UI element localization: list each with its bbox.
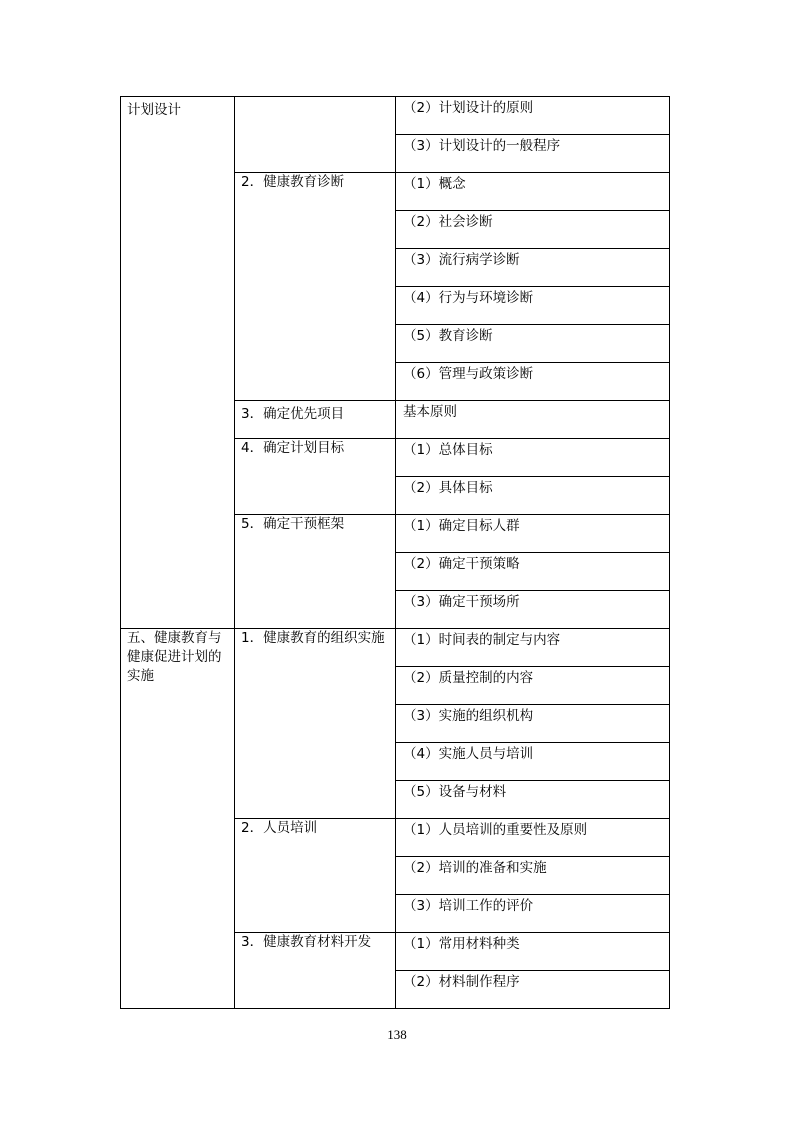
subsection-cell [235,401,396,439]
item-cell [396,895,670,933]
item-cell [396,667,670,705]
item-text: （4）实施人员与培训 [403,746,534,762]
item-text: 基本原则 [403,404,457,420]
section-title: 计划设计 [127,102,181,118]
item-cell [396,439,670,477]
item-text: （2）确定干预策略 [403,556,520,572]
item-cell [396,819,670,857]
page-number: 138 [387,1027,407,1042]
item-text: （3）培训工作的评价 [403,898,534,914]
item-text: （1）总体目标 [403,442,493,458]
item-text: （6）管理与政策诊断 [403,366,534,382]
item-text: （1）时间表的制定与内容 [403,632,561,648]
subsection-cell [235,439,396,515]
item-cell [396,971,670,1009]
table-row [121,629,670,667]
item-text: （1）概念 [403,176,466,192]
item-text: （3）实施的组织机构 [403,708,534,724]
item-cell [396,515,670,553]
section-title-cell [121,97,235,629]
item-text: （3）确定干预场所 [403,594,520,610]
item-cell [396,401,670,439]
item-text: （4）行为与环境诊断 [403,290,534,306]
subsection-title: 5．确定干预框架 [241,516,345,532]
subsection-title: 2．健康教育诊断 [241,174,345,190]
subsection-cell [235,173,396,401]
item-cell [396,629,670,667]
section-title-cell [121,629,235,1009]
item-text: （1）确定目标人群 [403,518,520,534]
item-text: （2）质量控制的内容 [403,670,534,686]
subsection-cell [235,629,396,819]
item-cell [396,705,670,743]
subsection-title: 4．确定计划目标 [241,440,345,456]
item-cell [396,287,670,325]
item-cell [396,135,670,173]
table-row [121,97,670,135]
item-text: （5）设备与材料 [403,784,507,800]
item-text: （3）流行病学诊断 [403,252,520,268]
item-cell [396,591,670,629]
subsection-title: 3．健康教育材料开发 [241,934,372,950]
item-text: （1）人员培训的重要性及原则 [403,822,588,838]
item-cell [396,553,670,591]
item-text: （3）计划设计的一般程序 [403,138,561,154]
item-text: （2）社会诊断 [403,214,493,230]
item-cell [396,363,670,401]
item-cell [396,933,670,971]
item-cell [396,477,670,515]
item-cell [396,211,670,249]
item-cell [396,325,670,363]
item-text: （1）常用材料种类 [403,936,520,952]
item-cell [396,249,670,287]
item-text: （2）计划设计的原则 [403,100,534,116]
subsection-cell [235,515,396,629]
item-cell [396,173,670,211]
item-cell [396,743,670,781]
item-text: （5）教育诊断 [403,328,493,344]
item-cell [396,97,670,135]
outline-table [120,96,670,1009]
item-cell [396,857,670,895]
subsection-cell [235,819,396,933]
subsection-title: 3．确定优先项目 [241,406,345,422]
item-cell [396,781,670,819]
subsection-title: 2．人员培训 [241,820,318,836]
item-text: （2）培训的准备和实施 [403,860,547,876]
section-title: 五、健康教育与健康促进计划的实施 [127,630,222,684]
item-text: （2）材料制作程序 [403,974,520,990]
subsection-title: 1．健康教育的组织实施 [241,630,385,646]
subsection-cell [235,97,396,173]
subsection-cell [235,933,396,1009]
item-text: （2）具体目标 [403,480,493,496]
